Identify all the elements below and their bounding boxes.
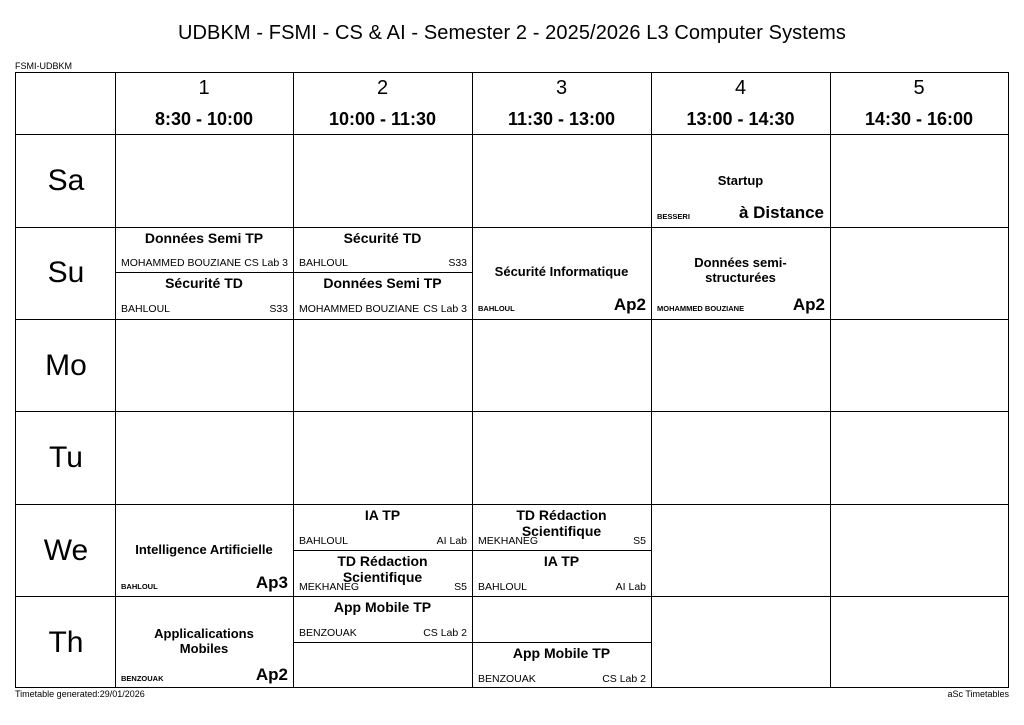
lesson-room: à Distance	[738, 203, 824, 222]
lesson-subject: IA TP	[543, 553, 580, 569]
lesson-teacher: BAHLOUL	[478, 581, 528, 593]
lesson-room: Ap2	[792, 295, 825, 314]
lesson-subject: App Mobile TP	[333, 599, 432, 615]
lesson-teacher: BAHLOUL	[478, 304, 515, 313]
day-label-mo: Mo	[45, 349, 87, 382]
lesson-teacher: MEKHANEG	[478, 535, 539, 547]
lesson-teacher: BAHLOUL	[121, 582, 158, 591]
lesson-teacher: MOHAMMED BOUZIANE	[299, 303, 420, 315]
day-label-sa: Sa	[47, 164, 85, 197]
lesson-room: S33	[269, 303, 288, 315]
lesson-cell-su-p4[interactable]	[651, 227, 830, 319]
lesson-subject: Données Semi TP	[323, 275, 442, 291]
lesson-subject: IA TP	[364, 507, 401, 523]
lesson-room: S5	[454, 581, 467, 593]
lesson-subject: Applicalications Mobiles	[154, 626, 254, 656]
lesson-cell-th-p2[interactable]	[293, 596, 472, 689]
lesson-cell-sa-p4[interactable]	[651, 134, 830, 227]
period-number: 5	[913, 77, 925, 99]
lesson-subject: Sécurité TD	[165, 275, 243, 291]
lesson-subject: Intelligence Artificielle	[135, 542, 273, 557]
day-label-tu: Tu	[49, 441, 83, 474]
lesson-teacher: BENZOUAK	[299, 627, 357, 639]
lesson-room: Ap2	[613, 295, 646, 314]
period-number: 4	[734, 77, 747, 99]
day-label-we: We	[43, 534, 89, 567]
period-time: 10:00 - 11:30	[328, 109, 437, 129]
lesson-cell-su-p2[interactable]	[293, 227, 472, 319]
lesson-subject: Sécurité TD	[343, 230, 422, 246]
period-time: 8:30 - 10:00	[154, 109, 254, 129]
period-time: 14:30 - 16:00	[864, 109, 974, 129]
generated-date: Timetable generated:29/01/2026	[15, 689, 145, 699]
lesson-subject: Données Semi TP	[144, 230, 264, 246]
lesson-teacher: MEKHANEG	[299, 581, 360, 593]
lesson-teacher: BAHLOUL	[299, 257, 349, 269]
school-tag: FSMI-UDBKM	[15, 61, 72, 71]
lesson-room: AI Lab	[436, 535, 467, 547]
lesson-subject: Startup	[717, 173, 764, 188]
timetable-grid	[15, 72, 1009, 688]
period-number: 2	[376, 77, 389, 99]
lesson-room: Ap3	[255, 573, 288, 592]
lesson-teacher: MOHAMMED BOUZIANE	[657, 304, 745, 313]
lesson-cell-th-p1[interactable]	[115, 596, 293, 689]
lesson-cell-we-p3[interactable]	[472, 504, 651, 596]
lesson-cell-th-p3[interactable]	[472, 596, 651, 689]
period-time: 11:30 - 13:00	[507, 109, 616, 129]
lesson-room: AI Lab	[615, 581, 646, 593]
lesson-room: CS Lab 3	[244, 257, 288, 269]
period-time: 13:00 - 14:30	[686, 109, 795, 129]
period-number: 3	[555, 77, 568, 99]
lesson-subject: TD Rédaction Scientifique	[516, 507, 607, 539]
lesson-teacher: MOHAMMED BOUZIANE	[121, 257, 242, 269]
lesson-teacher: BESSERI	[657, 212, 690, 221]
lesson-cell-su-p3[interactable]	[472, 227, 651, 319]
lesson-subject: Sécurité Informatique	[494, 264, 629, 279]
lesson-cell-su-p1[interactable]	[115, 227, 293, 319]
day-label-su: Su	[47, 256, 85, 289]
lesson-subject: Données semi-structurées	[694, 255, 787, 285]
lesson-cell-we-p1[interactable]	[115, 504, 293, 596]
lesson-room: CS Lab 2	[602, 673, 646, 685]
page-title: UDBKM - FSMI - CS & AI - Semester 2 - 2025/2026 L3 Computer Systems	[177, 22, 847, 44]
lesson-room: CS Lab 3	[423, 303, 467, 315]
lesson-teacher: BAHLOUL	[299, 535, 349, 547]
lesson-cell-we-p2[interactable]	[293, 504, 472, 596]
lesson-teacher: BAHLOUL	[121, 303, 171, 315]
lesson-teacher: BENZOUAK	[121, 674, 164, 683]
lesson-room: CS Lab 2	[423, 627, 467, 639]
lesson-teacher: BENZOUAK	[478, 673, 536, 685]
lesson-room: S33	[448, 257, 467, 269]
lesson-room: Ap2	[255, 665, 288, 684]
lesson-subject: TD Rédaction Scientifique	[337, 553, 428, 585]
day-label-th: Th	[48, 626, 84, 659]
lesson-subject: App Mobile TP	[512, 645, 611, 661]
lesson-room: S5	[633, 535, 646, 547]
software-credit: aSc Timetables	[947, 689, 1009, 699]
period-number: 1	[198, 77, 210, 99]
